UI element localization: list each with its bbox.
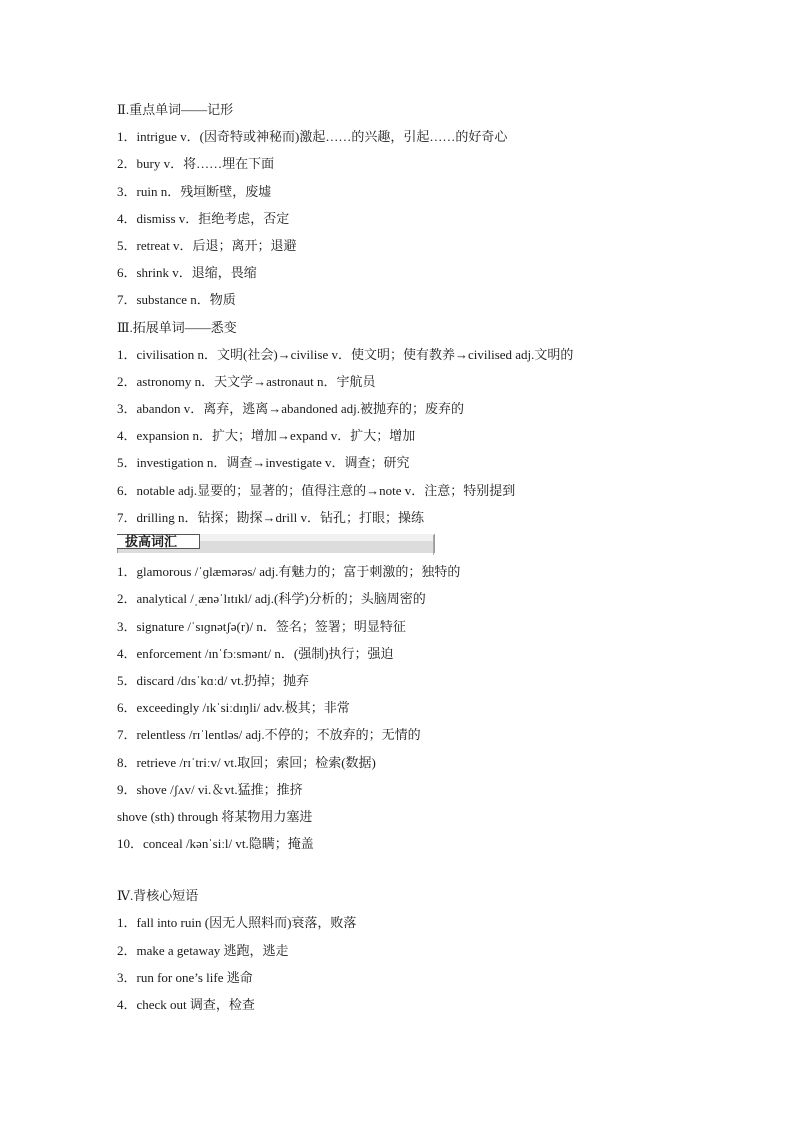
advanced-vocab-banner [117, 531, 717, 558]
section-heading-core-phrases: Ⅳ.背核心短语 [117, 888, 199, 904]
list-item: 2．astronomy n．天文学→astronaut n．宇航员 [117, 373, 376, 389]
list-item: 4．expansion n．扩大；增加→expand v．扩大；增加 [117, 428, 416, 444]
list-item: 2．analytical /ˌænəˈlɪtɪkl/ adj.(科学)分析的；头脑周密的 [117, 591, 426, 607]
list-item: 4．check out 调查，检查 [117, 997, 255, 1012]
banner-divider [433, 535, 434, 555]
list-item: 3．ruin n．残垣断壁，废墟 [117, 183, 272, 199]
list-item: 2．bury v．将……埋在下面 [117, 156, 275, 172]
list-item: 7．relentless /rɪˈlentləs/ adj.不停的；不放弃的；无情的 [117, 727, 421, 743]
list-item: 6．shrink v．退缩，畏缩 [117, 265, 257, 281]
list-item: 7．substance n．物质 [117, 292, 236, 308]
list-item: 4．enforcement /ɪnˈfɔːsmənt/ n．(强制)执行；强迫 [117, 645, 394, 661]
list-item: 10．conceal /kənˈsiːl/ vt.隐瞒；掩盖 [117, 836, 314, 852]
section-heading-extended-words: Ⅲ.拓展单词——悉变 [117, 319, 237, 335]
list-item: 4．dismiss v．拒绝考虑，否定 [117, 210, 290, 226]
list-item: 1．fall into ruin (因无人照料而)衰落，败落 [117, 915, 357, 931]
list-item: 7．drilling n．钻探；勘探→drill v．钻孔；打眼；操练 [117, 509, 424, 525]
list-item: 2．make a getaway 逃跑，逃走 [117, 942, 289, 958]
list-item: 5．investigation n．调查→investigate v．调查；研究 [117, 455, 410, 471]
list-item: 3．run for one’s life 逃命 [117, 969, 253, 985]
list-item: 1．glamorous /ˈɡlæmərəs/ adj.有魅力的；富于刺激的；独特的 [117, 564, 461, 580]
list-item: 1．intrigue v．(因奇特或神秘而)激起……的兴趣，引起……的好奇心 [117, 129, 508, 145]
content [117, 96, 717, 1018]
section-heading-key-words: Ⅱ.重点单词——记形 [117, 102, 234, 117]
list-item: 1．civilisation n．文明(社会)→civilise v．使文明；使有教养→civilised adj.文明的 [117, 346, 574, 362]
list-item: 5．retreat v．后退；离开；退避 [117, 237, 297, 253]
list-item: 3．signature /ˈsɪɡnətʃə(r)/ n．签名；签署；明显特征 [117, 618, 406, 634]
list-item: 3．abandon v．离弃，逃离→abandoned adj.被抛弃的；废弃的 [117, 401, 464, 417]
list-item: 5．discard /dɪsˈkɑːd/ vt.扔掉；抛弃 [117, 672, 310, 688]
list-item: 9．shove /ʃʌv/ vi.＆vt.猛推；推挤 [117, 781, 303, 797]
list-item: shove (sth) through 将某物用力塞进 [117, 808, 313, 824]
list-item: 8．retrieve /rɪˈtriːv/ vt.取回；索回；检索(数据) [117, 754, 376, 770]
list-item: 6．exceedingly /ɪkˈsiːdɪŋli/ adv.极其；非常 [117, 700, 350, 716]
list-item: 6．notable adj.显要的；显著的；值得注意的→note v．注意；特别提到 [117, 482, 516, 498]
banner-label: 拔高词汇 [117, 534, 200, 549]
spacer [117, 857, 717, 882]
